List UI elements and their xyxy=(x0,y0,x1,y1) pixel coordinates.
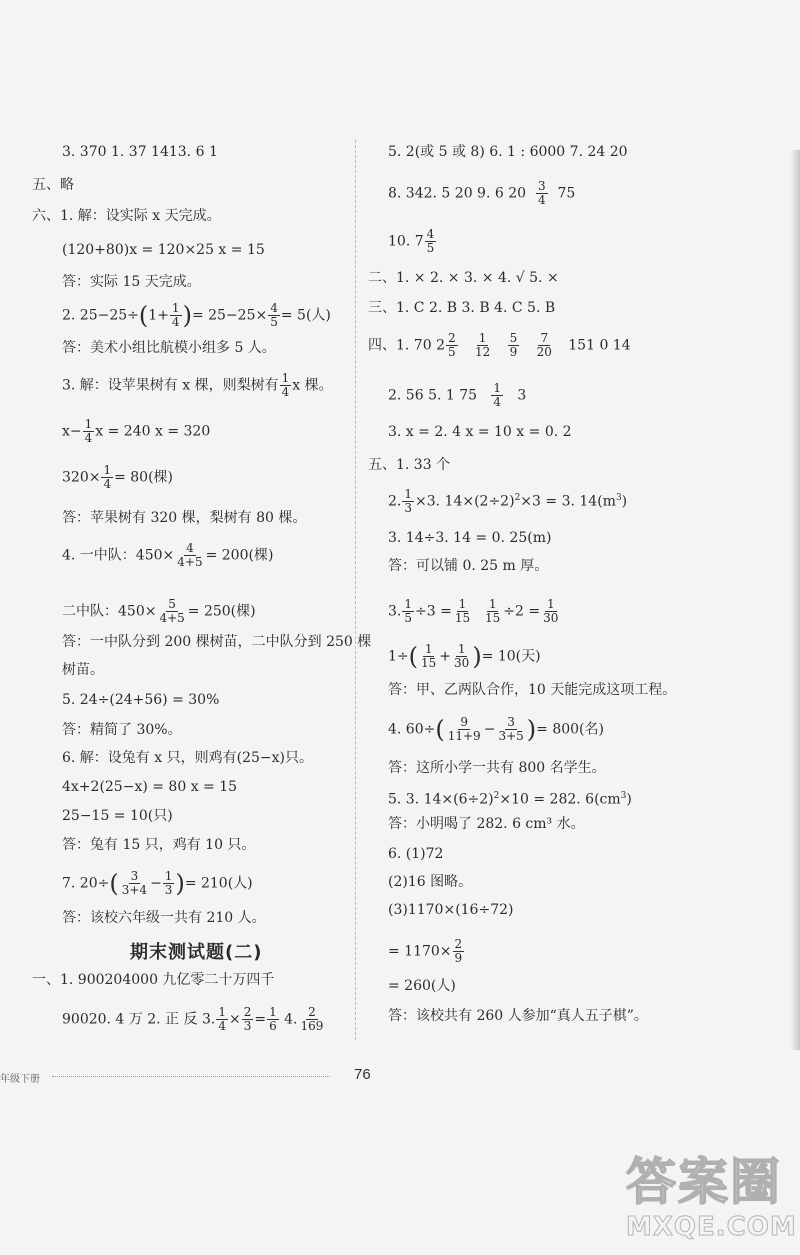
expr-text: = 200(棵) xyxy=(205,547,274,564)
watermark-text: 答案圈 xyxy=(626,1153,782,1211)
answer-line: 答：该校六年级一共有 210 人。 xyxy=(62,910,266,926)
fraction: $\frac{4}{4+5}$ xyxy=(177,541,203,569)
fraction: $\frac{4}{5}$ xyxy=(426,227,435,255)
expr-text: = 10(天) xyxy=(481,648,541,665)
expr-text: ÷3 = xyxy=(415,603,452,620)
fraction: $\frac{1}{4}$ xyxy=(103,463,112,491)
expr-text: 10. 7 xyxy=(388,233,424,250)
answer-line: 3. 370 1. 37 1413. 6 1 xyxy=(62,144,218,160)
expr-text: 90020. 4 万 2. 正 反 3. xyxy=(62,1011,216,1028)
fraction: $\frac{2}{5}$ xyxy=(447,331,456,359)
expr-text: ) xyxy=(626,791,632,808)
answer-line: 7. 20÷( $\frac{3}{3+4}$ − $\frac{1}{3}$ )= 210(人) xyxy=(62,869,253,898)
answer-line xyxy=(388,598,561,625)
expr-text: x 棵。 xyxy=(292,377,333,394)
answer-line xyxy=(62,598,256,625)
fraction: $\frac{1}{15}$ xyxy=(485,597,501,625)
expr-text: 3. 解：设苹果树有 x 棵，则梨树有 xyxy=(62,377,279,394)
fraction: $\frac{1}{4}$ xyxy=(84,417,93,445)
answer-line: 答：精简了 30%。 xyxy=(62,722,182,738)
superscript: 2 xyxy=(514,493,521,503)
answer-line xyxy=(388,488,627,515)
answer-line: 1÷( $\frac{1}{15}$ + $\frac{1}{30}$ )= 10(天) xyxy=(388,642,541,671)
expr-text: 四、1. 70 2 xyxy=(368,337,445,354)
fraction: $\frac{1}{6}$ xyxy=(269,1005,277,1033)
answer-line: (120+80)x = 120×25 x = 15 xyxy=(62,242,265,258)
fraction: $\frac{7}{20}$ xyxy=(536,331,552,359)
expr-text: 3. xyxy=(388,603,402,620)
answer-line: 答：这所小学一共有 800 名学生。 xyxy=(388,760,606,776)
expr-text: x = 240 x = 320 xyxy=(95,423,211,440)
answer-line: 答：甲、乙两队合作，10 天能完成这项工程。 xyxy=(388,682,677,698)
expr-text: 3 xyxy=(517,387,527,404)
fraction: $\frac{1}{4}$ xyxy=(493,381,502,409)
expr-text: 4. 一中队：450× xyxy=(62,547,175,564)
fraction: $\frac{2}{169}$ xyxy=(300,1005,324,1033)
fraction: $\frac{3}{4}$ xyxy=(537,179,546,207)
fraction: $\frac{3}{3+4}$ xyxy=(121,869,148,897)
answer-line: 6. 解：设兔有 x 只，则鸡有(25−x)只。 xyxy=(62,750,313,766)
expr-text: x− xyxy=(62,423,82,440)
expr-text: − xyxy=(483,721,496,738)
left-column xyxy=(0,0,370,1050)
expr-text: = 25−25× xyxy=(191,307,268,324)
expr-text: − xyxy=(150,875,162,892)
answer-line: (3)1170×(16÷72) xyxy=(388,902,514,918)
answer-line: 答：美术小组比航模小组多 5 人。 xyxy=(62,340,276,356)
fraction: $\frac{1}{15}$ xyxy=(454,597,471,625)
expr-text: ÷2 = xyxy=(503,603,541,620)
answer-line: 树苗。 xyxy=(62,662,104,678)
answer-line: 答：可以铺 0. 25 m 厚。 xyxy=(388,558,549,574)
footer-dotted-line xyxy=(52,1076,330,1077)
column-divider xyxy=(355,140,356,1040)
fraction: $\frac{1}{12}$ xyxy=(474,331,491,359)
answer-line xyxy=(62,372,333,399)
answer-line: 答：该校共有 260 人参加“真人五子棋”。 xyxy=(388,1008,648,1024)
answer-line xyxy=(388,180,575,207)
fraction: $\frac{1}{5}$ xyxy=(404,597,412,625)
expr-text: 4. xyxy=(279,1011,298,1028)
page-edge-shadow xyxy=(790,150,800,1050)
answer-line xyxy=(388,938,465,965)
expr-text: ×3. 14×(2÷2) xyxy=(415,493,515,510)
fraction: $\frac{1}{30}$ xyxy=(543,597,559,625)
expr-text: ×3 = 3. 14(m xyxy=(520,493,616,510)
fraction: $\frac{4}{5}$ xyxy=(270,301,278,329)
expr-text: = xyxy=(254,1011,267,1028)
expr-text: + xyxy=(439,648,452,665)
answer-line: 3. x = 2. 4 x = 10 x = 0. 2 xyxy=(388,424,572,440)
answer-line: 2. 25−25÷(1+ $\frac{1}{4}$ )= 25−25× $\frac{4}{5}$ = 5(人) xyxy=(62,301,331,330)
answer-line: 答：一中队分到 200 棵树苗，二中队分到 250 棵 xyxy=(62,634,372,650)
expr-text: 二中队：450× xyxy=(62,603,157,620)
fraction: $\frac{5}{9}$ xyxy=(509,331,518,359)
answer-line: 4. 60÷( $\frac{9}{11+9}$ − $\frac{3}{3+5}$ )= 800(名) xyxy=(388,715,604,744)
answer-line: 答：兔有 15 只，鸡有 10 只。 xyxy=(62,837,256,853)
expr-text: 5. 3. 14×(6÷2) xyxy=(388,791,494,808)
fraction: $\frac{1}{30}$ xyxy=(454,642,470,670)
expr-text: = 5(人) xyxy=(280,307,331,324)
expr-text: ×10 = 282. 6(cm xyxy=(499,791,621,808)
expr-text: 1+ xyxy=(148,307,169,324)
expr-text: ) xyxy=(621,493,628,510)
answer-line xyxy=(388,228,437,255)
expr-text: = 250(棵) xyxy=(187,603,256,620)
answer-line xyxy=(62,1006,326,1033)
expr-text: 320× xyxy=(62,469,101,486)
fraction: $\frac{5}{4+5}$ xyxy=(159,597,185,625)
answer-line xyxy=(62,418,210,445)
answer-line xyxy=(388,382,526,409)
answer-line xyxy=(62,542,273,569)
expr-text: 75 xyxy=(557,185,576,202)
expr-text: × xyxy=(228,1011,241,1028)
footer-label: 年级下册 xyxy=(0,1074,40,1085)
expr-text: = 80(棵) xyxy=(114,469,174,486)
expr-text: 4. 60÷ xyxy=(388,721,436,738)
expr-text: = 1170× xyxy=(388,943,452,960)
answer-line xyxy=(368,332,631,359)
superscript: 3 xyxy=(615,493,622,503)
answer-line: 二、1. × 2. × 3. × 4. √ 5. × xyxy=(368,270,559,286)
answer-line xyxy=(388,786,632,810)
fraction: $\frac{9}{11+9}$ xyxy=(447,715,481,743)
answer-line xyxy=(62,464,173,491)
answer-line: 一、1. 900204000 九亿零二十万四千 xyxy=(32,972,275,988)
answer-line: 5. 24÷(24+56) = 30% xyxy=(62,692,220,708)
expr-text: 7. 20÷ xyxy=(62,875,110,892)
fraction: $\frac{1}{3}$ xyxy=(404,487,412,516)
watermark-logo xyxy=(622,1142,797,1252)
superscript: 2 xyxy=(493,791,500,801)
answer-line: 答：小明喝了 282. 6 cm³ 水。 xyxy=(388,816,585,832)
answer-line: 三、1. C 2. B 3. B 4. C 5. B xyxy=(368,300,556,316)
expr-text: 2. 56 5. 1 75 xyxy=(388,387,478,404)
answer-line: 5. 2(或 5 或 8) 6. 1 : 6000 7. 24 20 xyxy=(388,144,628,160)
fraction: $\frac{1}{4}$ xyxy=(171,301,180,329)
answer-line: 6. (1)72 xyxy=(388,846,444,862)
expr-text: 2. 25−25÷ xyxy=(62,307,139,324)
answer-line: (2)16 图略。 xyxy=(388,874,473,890)
right-column xyxy=(360,0,800,1050)
answer-line: 六、1. 解：设实际 x 天完成。 xyxy=(32,208,221,224)
watermark-url: MXQE.COM xyxy=(626,1212,797,1242)
expr-text: = 210(人) xyxy=(184,875,253,892)
answer-line: = 260(人) xyxy=(388,978,456,994)
fraction: $\frac{2}{9}$ xyxy=(454,937,463,965)
answer-line: 3. 14÷3. 14 = 0. 25(m) xyxy=(388,530,552,546)
section-title: 期末测试题(二) xyxy=(130,942,263,963)
expr-text: 8. 342. 5 20 9. 6 20 xyxy=(388,185,527,202)
expr-text: 1÷ xyxy=(388,648,409,665)
answer-line: 答：实际 15 天完成。 xyxy=(62,274,201,290)
expr-text: 2. xyxy=(388,493,402,510)
expr-text: 151 0 14 xyxy=(568,337,631,354)
answer-line: 25−15 = 10(只) xyxy=(62,808,173,824)
fraction: $\frac{2}{3}$ xyxy=(243,1005,252,1033)
fraction: $\frac{1}{4}$ xyxy=(218,1005,226,1033)
answer-line: 4x+2(25−x) = 80 x = 15 xyxy=(62,779,238,795)
expr-text: = 800(名) xyxy=(536,721,604,738)
superscript: 3 xyxy=(620,791,627,801)
fraction: $\frac{1}{15}$ xyxy=(421,642,437,670)
answer-line: 五、1. 33 个 xyxy=(368,457,451,473)
answer-line: 答：苹果树有 320 棵，梨树有 80 棵。 xyxy=(62,510,307,526)
page-number: 76 xyxy=(354,1066,371,1083)
fraction: $\frac{3}{3+5}$ xyxy=(498,715,524,743)
fraction: $\frac{1}{4}$ xyxy=(281,371,290,399)
section-heading: 五、略 xyxy=(32,177,74,193)
fraction: $\frac{1}{3}$ xyxy=(164,869,173,897)
